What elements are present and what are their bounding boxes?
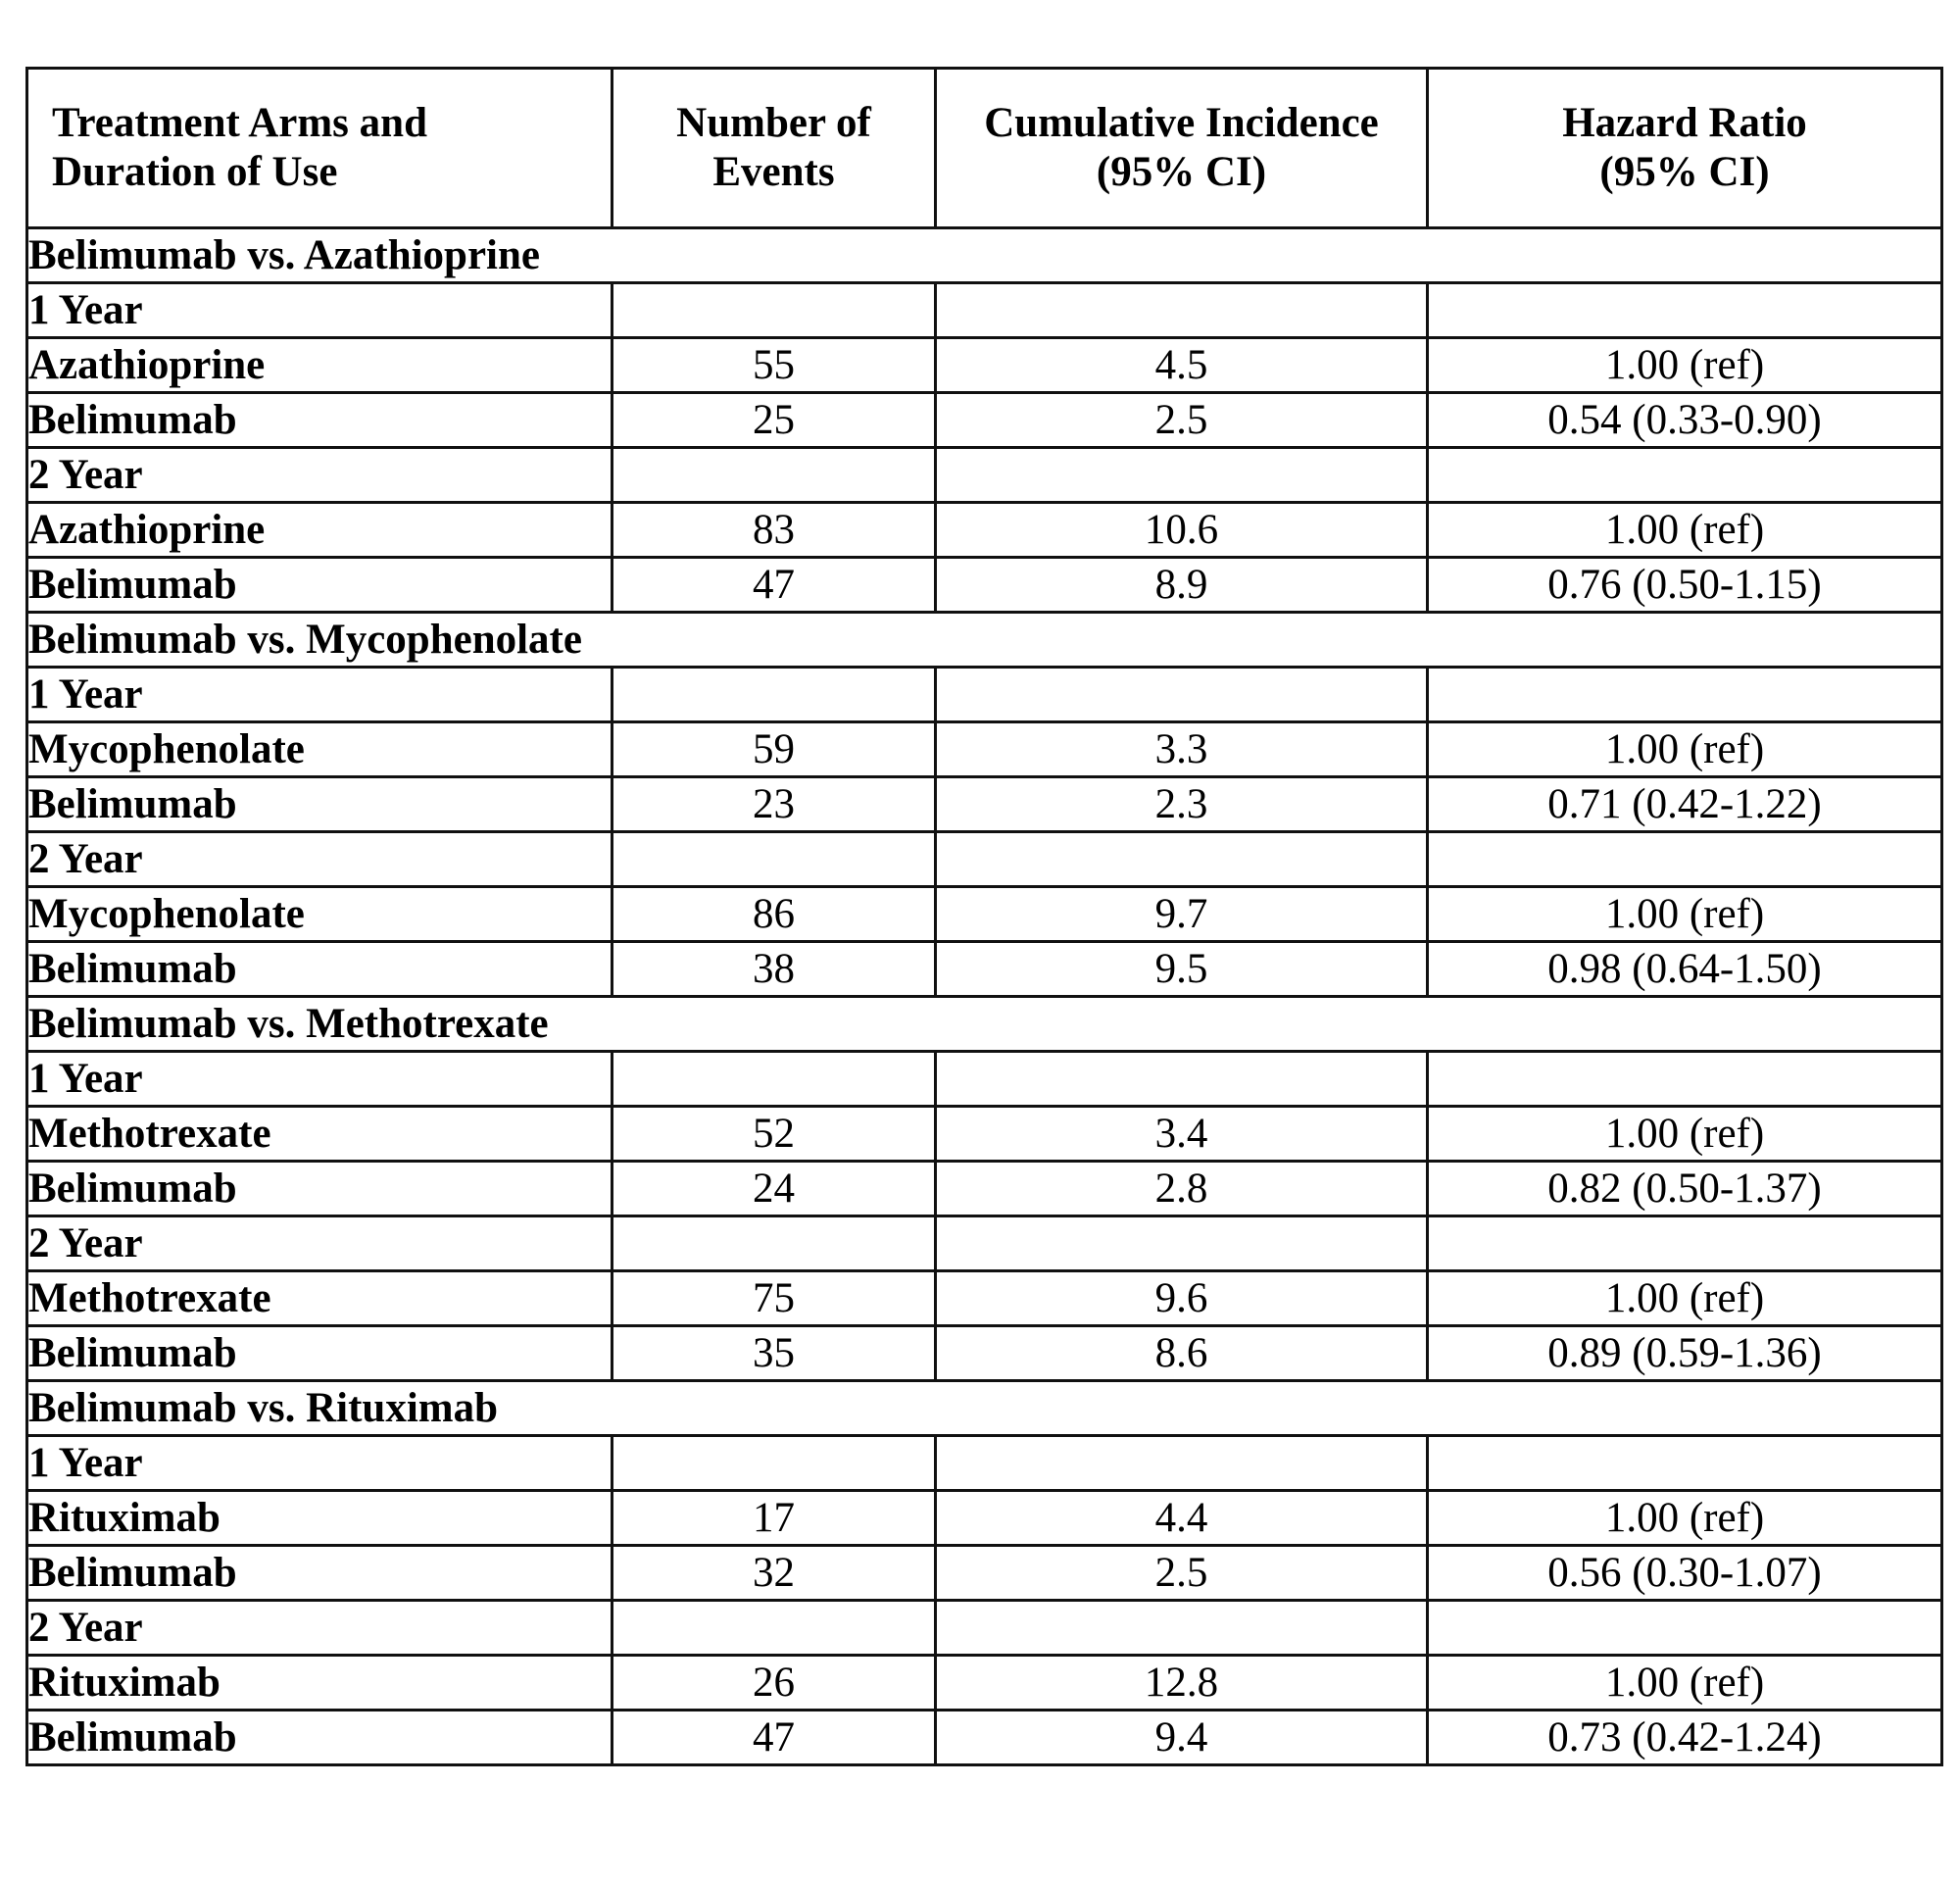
cumulative-incidence: 3.4 <box>936 1107 1428 1162</box>
empty-cell <box>936 283 1428 338</box>
treatment-arm-row <box>27 1271 1942 1326</box>
empty-cell <box>1428 1052 1942 1107</box>
duration-row <box>27 832 1942 887</box>
arm-name: Belimumab <box>27 393 612 448</box>
empty-cell <box>1428 1436 1942 1491</box>
hazard-ratio: 0.89 (0.59-1.36) <box>1428 1326 1942 1381</box>
comparison-group-row <box>27 997 1942 1052</box>
duration-row <box>27 1436 1942 1491</box>
cumulative-incidence: 9.7 <box>936 887 1428 942</box>
arm-name: Azathioprine <box>27 503 612 558</box>
header-text: Cumulative Incidence <box>984 100 1379 146</box>
empty-cell <box>1428 668 1942 722</box>
comparison-group-title: Belimumab vs. Mycophenolate <box>27 613 1942 668</box>
events-count: 26 <box>612 1656 936 1711</box>
hazard-ratio: 0.98 (0.64-1.50) <box>1428 942 1942 997</box>
events-count: 25 <box>612 393 936 448</box>
empty-cell <box>612 832 936 887</box>
events-count: 38 <box>612 942 936 997</box>
empty-cell <box>612 448 936 503</box>
empty-cell <box>612 283 936 338</box>
cumulative-incidence: 10.6 <box>936 503 1428 558</box>
treatment-arm-row <box>27 777 1942 832</box>
cumulative-incidence: 4.4 <box>936 1491 1428 1546</box>
header-number-of-events <box>612 69 936 228</box>
empty-cell <box>936 668 1428 722</box>
treatment-arm-row <box>27 503 1942 558</box>
duration-row <box>27 283 1942 338</box>
header-hazard-ratio <box>1428 69 1942 228</box>
duration-label: 1 Year <box>27 668 612 722</box>
cumulative-incidence: 12.8 <box>936 1656 1428 1711</box>
empty-cell <box>936 832 1428 887</box>
duration-row <box>27 668 1942 722</box>
events-count: 35 <box>612 1326 936 1381</box>
comparison-group-title: Belimumab vs. Methotrexate <box>27 997 1942 1052</box>
arm-name: Methotrexate <box>27 1107 612 1162</box>
header-text: (95% CI) <box>1096 149 1267 195</box>
cumulative-incidence: 2.5 <box>936 1546 1428 1601</box>
cumulative-incidence: 2.5 <box>936 393 1428 448</box>
header-text: Treatment Arms and <box>52 100 427 146</box>
treatment-arm-row <box>27 887 1942 942</box>
hazard-ratio: 0.76 (0.50-1.15) <box>1428 558 1942 613</box>
hazard-ratio: 0.71 (0.42-1.22) <box>1428 777 1942 832</box>
hazard-ratio: 0.54 (0.33-0.90) <box>1428 393 1942 448</box>
duration-label: 2 Year <box>27 448 612 503</box>
empty-cell <box>612 1052 936 1107</box>
comparison-group-title: Belimumab vs. Rituximab <box>27 1381 1942 1436</box>
comparison-group-title: Belimumab vs. Azathioprine <box>27 228 1942 283</box>
empty-cell <box>612 1436 936 1491</box>
events-count: 86 <box>612 887 936 942</box>
events-count: 52 <box>612 1107 936 1162</box>
arm-name: Mycophenolate <box>27 722 612 777</box>
header-text: Hazard Ratio <box>1562 100 1807 146</box>
events-count: 47 <box>612 558 936 613</box>
duration-label: 1 Year <box>27 1052 612 1107</box>
empty-cell <box>936 448 1428 503</box>
arm-name: Belimumab <box>27 1326 612 1381</box>
duration-label: 1 Year <box>27 283 612 338</box>
duration-row <box>27 1052 1942 1107</box>
empty-cell <box>936 1436 1428 1491</box>
hazard-ratio: 0.82 (0.50-1.37) <box>1428 1162 1942 1216</box>
empty-cell <box>936 1601 1428 1656</box>
empty-cell <box>936 1216 1428 1271</box>
cumulative-incidence: 2.8 <box>936 1162 1428 1216</box>
comparison-group-row <box>27 1381 1942 1436</box>
hazard-ratio: 1.00 (ref) <box>1428 1107 1942 1162</box>
duration-row <box>27 448 1942 503</box>
events-count: 59 <box>612 722 936 777</box>
hazard-ratio: 1.00 (ref) <box>1428 338 1942 393</box>
cumulative-incidence: 9.4 <box>936 1711 1428 1765</box>
hazard-ratio: 1.00 (ref) <box>1428 503 1942 558</box>
hazard-ratio: 0.73 (0.42-1.24) <box>1428 1711 1942 1765</box>
empty-cell <box>1428 1601 1942 1656</box>
duration-label: 2 Year <box>27 1601 612 1656</box>
events-count: 47 <box>612 1711 936 1765</box>
events-count: 17 <box>612 1491 936 1546</box>
duration-row <box>27 1601 1942 1656</box>
cumulative-incidence: 8.9 <box>936 558 1428 613</box>
arm-name: Rituximab <box>27 1491 612 1546</box>
treatment-arm-row <box>27 1326 1942 1381</box>
cumulative-incidence: 2.3 <box>936 777 1428 832</box>
hazard-ratio: 1.00 (ref) <box>1428 1491 1942 1546</box>
table-header <box>27 69 1942 228</box>
events-count: 83 <box>612 503 936 558</box>
duration-row <box>27 1216 1942 1271</box>
empty-cell <box>936 1052 1428 1107</box>
comparison-group-row <box>27 613 1942 668</box>
events-count: 75 <box>612 1271 936 1326</box>
arm-name: Rituximab <box>27 1656 612 1711</box>
table-body <box>27 228 1942 1765</box>
cumulative-incidence: 9.5 <box>936 942 1428 997</box>
arm-name: Belimumab <box>27 942 612 997</box>
cumulative-incidence: 9.6 <box>936 1271 1428 1326</box>
hazard-ratio: 1.00 (ref) <box>1428 887 1942 942</box>
header-text: Number of <box>676 100 871 146</box>
header-cumulative-incidence <box>936 69 1428 228</box>
empty-cell <box>612 668 936 722</box>
results-table <box>25 67 1943 1766</box>
events-count: 55 <box>612 338 936 393</box>
header-text: (95% CI) <box>1599 149 1770 195</box>
hazard-ratio: 1.00 (ref) <box>1428 1656 1942 1711</box>
arm-name: Mycophenolate <box>27 887 612 942</box>
cumulative-incidence: 8.6 <box>936 1326 1428 1381</box>
hazard-ratio: 1.00 (ref) <box>1428 1271 1942 1326</box>
arm-name: Azathioprine <box>27 338 612 393</box>
arm-name: Belimumab <box>27 777 612 832</box>
arm-name: Belimumab <box>27 1546 612 1601</box>
cumulative-incidence: 3.3 <box>936 722 1428 777</box>
empty-cell <box>1428 448 1942 503</box>
comparison-group-row <box>27 228 1942 283</box>
treatment-arm-row <box>27 1491 1942 1546</box>
header-row <box>27 69 1942 228</box>
duration-label: 1 Year <box>27 1436 612 1491</box>
empty-cell <box>612 1216 936 1271</box>
arm-name: Belimumab <box>27 1162 612 1216</box>
treatment-arm-row <box>27 558 1942 613</box>
header-treatment-arms <box>27 69 612 228</box>
treatment-arm-row <box>27 1107 1942 1162</box>
duration-label: 2 Year <box>27 1216 612 1271</box>
empty-cell <box>612 1601 936 1656</box>
header-text: Events <box>712 149 835 195</box>
treatment-arm-row <box>27 1656 1942 1711</box>
treatment-arm-row <box>27 1711 1942 1765</box>
hazard-ratio: 1.00 (ref) <box>1428 722 1942 777</box>
arm-name: Belimumab <box>27 558 612 613</box>
duration-label: 2 Year <box>27 832 612 887</box>
events-count: 23 <box>612 777 936 832</box>
treatment-arm-row <box>27 942 1942 997</box>
events-count: 32 <box>612 1546 936 1601</box>
treatment-arm-row <box>27 722 1942 777</box>
cumulative-incidence: 4.5 <box>936 338 1428 393</box>
treatment-arm-row <box>27 338 1942 393</box>
empty-cell <box>1428 832 1942 887</box>
arm-name: Methotrexate <box>27 1271 612 1326</box>
treatment-arm-row <box>27 1162 1942 1216</box>
arm-name: Belimumab <box>27 1711 612 1765</box>
hazard-ratio: 0.56 (0.30-1.07) <box>1428 1546 1942 1601</box>
events-count: 24 <box>612 1162 936 1216</box>
empty-cell <box>1428 283 1942 338</box>
treatment-arm-row <box>27 1546 1942 1601</box>
empty-cell <box>1428 1216 1942 1271</box>
header-text: Duration of Use <box>52 149 338 195</box>
treatment-arm-row <box>27 393 1942 448</box>
